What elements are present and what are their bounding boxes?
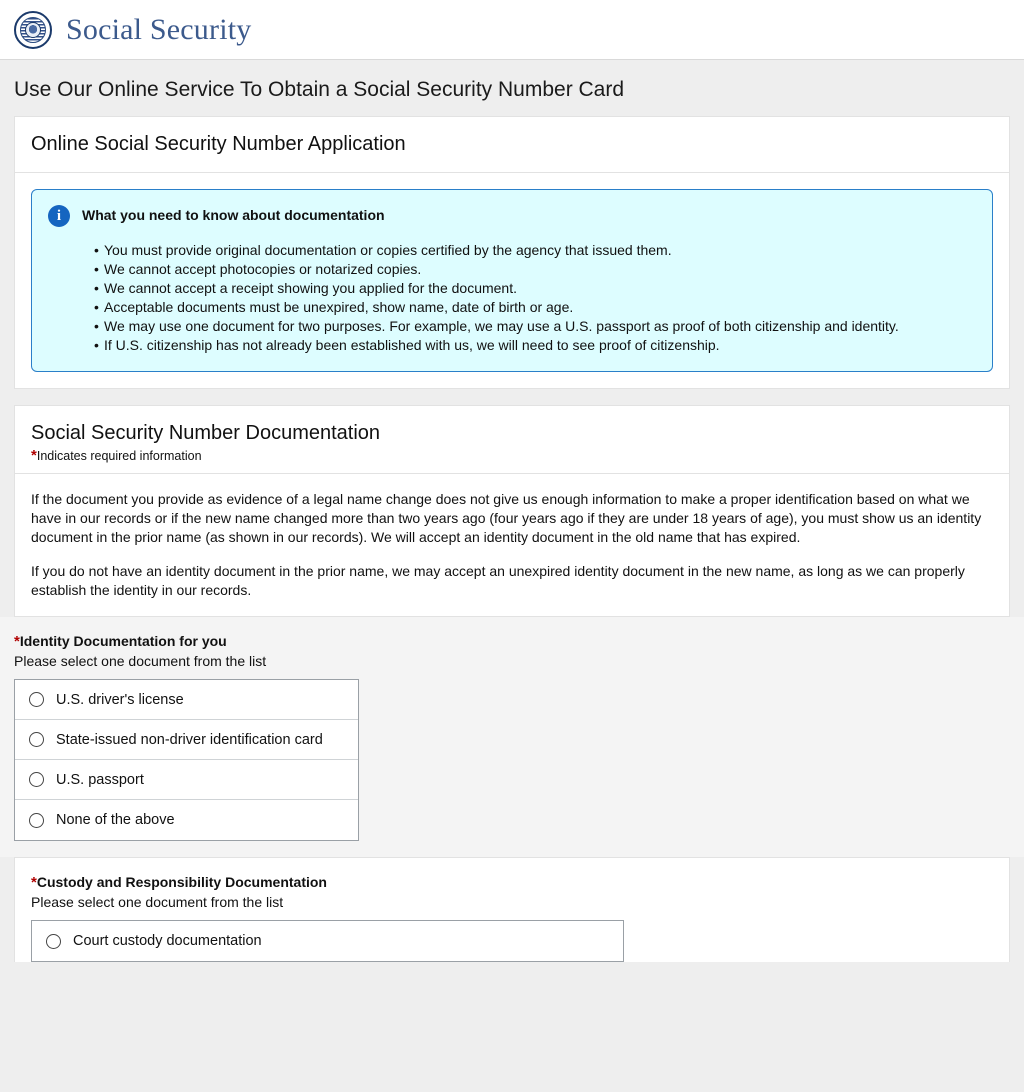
list-item: • We cannot accept a receipt showing you applied for the document. (94, 279, 976, 298)
radio-option-label: U.S. passport (56, 771, 144, 788)
required-asterisk: * (31, 874, 37, 891)
required-asterisk: * (14, 633, 20, 650)
radio-button-icon[interactable] (46, 934, 61, 949)
online-application-title: Online Social Security Number Application (31, 133, 406, 155)
required-note-text: Indicates required information (36, 449, 202, 463)
radio-button-icon[interactable] (29, 692, 44, 707)
online-application-header (15, 117, 1009, 173)
question-sublabel: Please select one document from the list (14, 653, 267, 669)
radio-option-state-issued-id-card[interactable] (15, 720, 358, 760)
list-item: • We cannot accept photocopies or notarized copies. (94, 260, 976, 279)
radio-option-label: Court custody documentation (73, 933, 262, 949)
ssn-documentation-title: Social Security Number Documentation (31, 422, 381, 444)
radio-button-icon[interactable] (29, 813, 44, 828)
list-item: • If U.S. citizenship has not already been established with us, we will need to see proof of citizenship. (94, 336, 976, 355)
list-item: • Acceptable documents must be unexpired, show name, date of birth or age. (94, 298, 976, 317)
online-application-card (14, 116, 1010, 389)
identity-documentation-radio-group[interactable] (14, 679, 359, 841)
radio-option-label: U.S. driver's license (56, 691, 184, 708)
radio-option-court-custody-documentation[interactable] (32, 921, 623, 961)
ssn-documentation-header (15, 406, 1009, 474)
list-item: • You must provide original documentation or copies certified by the agency that issued them. (94, 241, 976, 260)
custody-question-block (15, 858, 1009, 962)
site-header (0, 0, 1024, 60)
callout-title: What you need to know about documentation (82, 207, 385, 223)
radio-button-icon[interactable] (29, 772, 44, 787)
ssn-documentation-card (14, 405, 1010, 617)
custody-documentation-radio-group[interactable] (31, 920, 624, 962)
brand-title: Social Security (66, 12, 252, 46)
ssn-documentation-body (15, 474, 1009, 616)
radio-option-label: None of the above (56, 812, 175, 828)
question-label-text: Custody and Responsibility Documentation (36, 874, 327, 890)
page-title: Use Our Online Service To Obtain a Social Security Number Card (14, 78, 625, 101)
documentation-callout (31, 189, 993, 372)
documentation-paragraph: If the document you provide as evidence of a legal name change does not give us enough information to make a proper identification based on what we have in our records or if the new name changed more than two years ago (four years ago if they are under 18 years of age), you must show us an identity document in the prior name (as shown in our records). We will accept an identity document in the old name that has expired. (31, 491, 982, 545)
question-identity-documentation (0, 617, 1024, 857)
question-label (31, 874, 993, 890)
radio-option-none-of-the-above[interactable] (15, 800, 358, 840)
required-information-note (31, 448, 993, 463)
question-label-text: Identity Documentation for you (19, 633, 227, 649)
question-label (14, 633, 1010, 649)
online-application-body (15, 173, 1009, 388)
radio-option-us-drivers-license[interactable] (15, 680, 358, 720)
radio-button-icon[interactable] (29, 732, 44, 747)
callout-bullet-list (48, 241, 976, 355)
callout-header (48, 204, 976, 227)
question-sublabel: Please select one document from the list (31, 894, 284, 910)
question-custody-responsibility (14, 857, 1010, 962)
required-asterisk: * (31, 447, 37, 464)
radio-option-us-passport[interactable] (15, 760, 358, 800)
radio-option-label: State-issued non-driver identification card (56, 731, 323, 748)
ssa-seal-icon (14, 11, 52, 49)
info-icon: i (48, 205, 70, 227)
documentation-paragraph: If you do not have an identity document in the prior name, we may accept an unexpired identity document in the new name, as long as we can properly establish the identity in our records. (31, 563, 965, 598)
list-item: • We may use one document for two purposes. For example, we may use a U.S. passport as proof of both citizenship and identity. (94, 317, 976, 336)
